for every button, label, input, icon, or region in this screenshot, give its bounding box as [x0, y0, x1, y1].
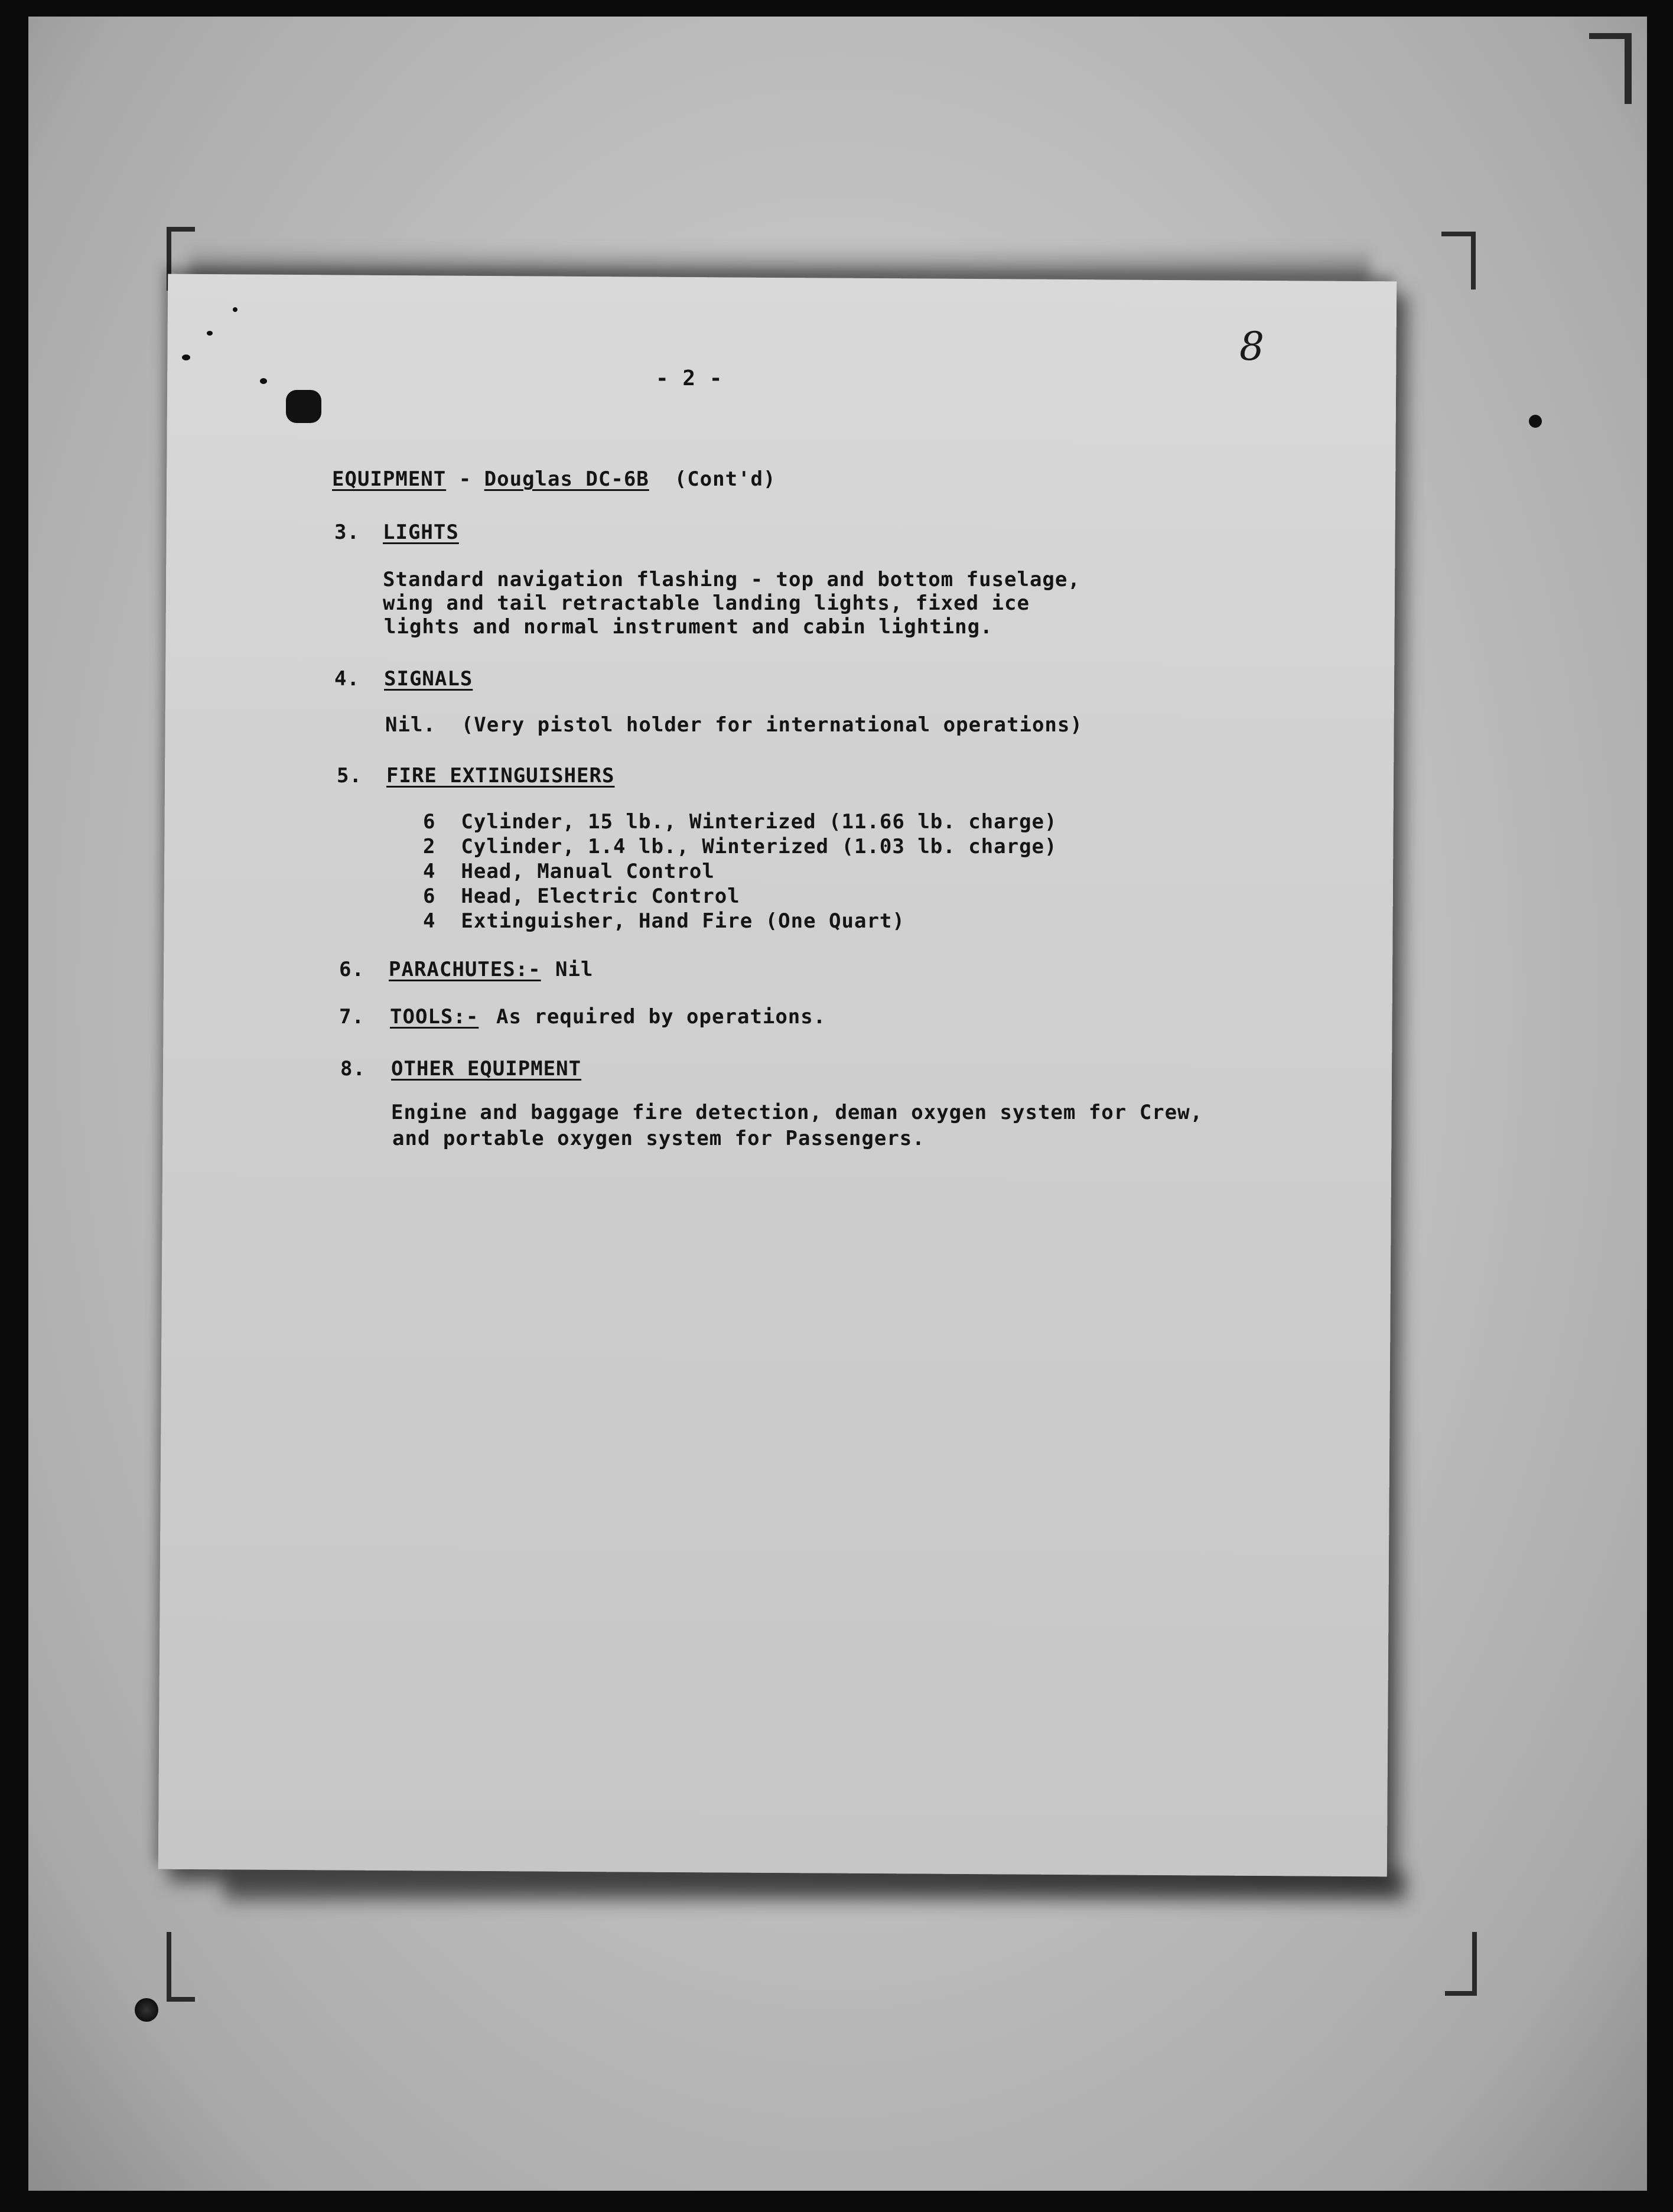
heading-contd: (Cont'd)	[674, 467, 776, 491]
section-3-line-1: Standard navigation flashing - top and bottom fuselage,	[383, 568, 1080, 591]
section-7-title: TOOLS:-	[390, 1005, 479, 1029]
page-number: - 2 -	[656, 366, 723, 391]
heading-dash: -	[446, 467, 484, 491]
section-7-inline: As required by operations.	[496, 1005, 826, 1029]
crop-mark-bottom-right	[1445, 1932, 1477, 1996]
section-3-line-2: wing and tail retractable landing lights, fixed ice	[383, 591, 1030, 615]
heading-spacer	[649, 467, 675, 491]
section-5-number: 5.	[337, 764, 362, 788]
section-8-title: OTHER EQUIPMENT	[391, 1057, 582, 1081]
section-7-number: 7.	[339, 1005, 364, 1029]
punch-hole-mark	[286, 390, 321, 423]
crop-mark-outer-top-right	[1589, 33, 1632, 104]
section-5-line-2: 2 Cylinder, 1.4 lb., Winterized (1.03 lb. charge)	[423, 835, 1057, 858]
ink-speck	[207, 331, 213, 336]
film-defect-dot	[135, 1998, 158, 2022]
section-5-line-4: 6 Head, Electric Control	[423, 884, 740, 908]
section-4-line-1: Nil. (Very pistol holder for international operations)	[385, 713, 1083, 737]
section-4-number: 4.	[334, 667, 360, 691]
section-8-line-2: and portable oxygen system for Passengers.	[392, 1127, 925, 1150]
ink-speck	[260, 378, 267, 384]
section-5-line-5: 4 Extinguisher, Hand Fire (One Quart)	[423, 909, 905, 933]
section-3-number: 3.	[334, 521, 360, 544]
section-5-line-1: 6 Cylinder, 15 lb., Winterized (11.66 lb. charge)	[423, 810, 1057, 834]
heading-equipment-label: EQUIPMENT	[332, 467, 447, 491]
section-3-title: LIGHTS	[383, 521, 459, 544]
section-3-line-3: lights and normal instrument and cabin lighting.	[384, 615, 993, 639]
sheet-shadow-bottom	[224, 1872, 1406, 1901]
handwritten-page-number: 8	[1239, 324, 1264, 369]
section-6-title: PARACHUTES:-	[389, 958, 541, 981]
document-heading	[332, 467, 776, 492]
ink-speck	[182, 354, 190, 360]
section-5-title: FIRE EXTINGUISHERS	[386, 764, 615, 788]
section-8-number: 8.	[340, 1057, 366, 1081]
section-6-inline: Nil	[555, 958, 594, 981]
crop-mark-bottom-left	[167, 1932, 195, 2002]
section-4-title: SIGNALS	[384, 667, 473, 691]
heading-aircraft: Douglas DC-6B	[484, 467, 649, 491]
ink-speck	[1529, 415, 1542, 428]
crop-mark-top-right	[1441, 232, 1476, 289]
section-5-line-3: 4 Head, Manual Control	[423, 860, 715, 883]
section-8-line-1: Engine and baggage fire detection, deman oxygen system for Crew,	[391, 1101, 1203, 1124]
section-6-number: 6.	[339, 958, 364, 981]
ink-speck	[233, 307, 237, 312]
